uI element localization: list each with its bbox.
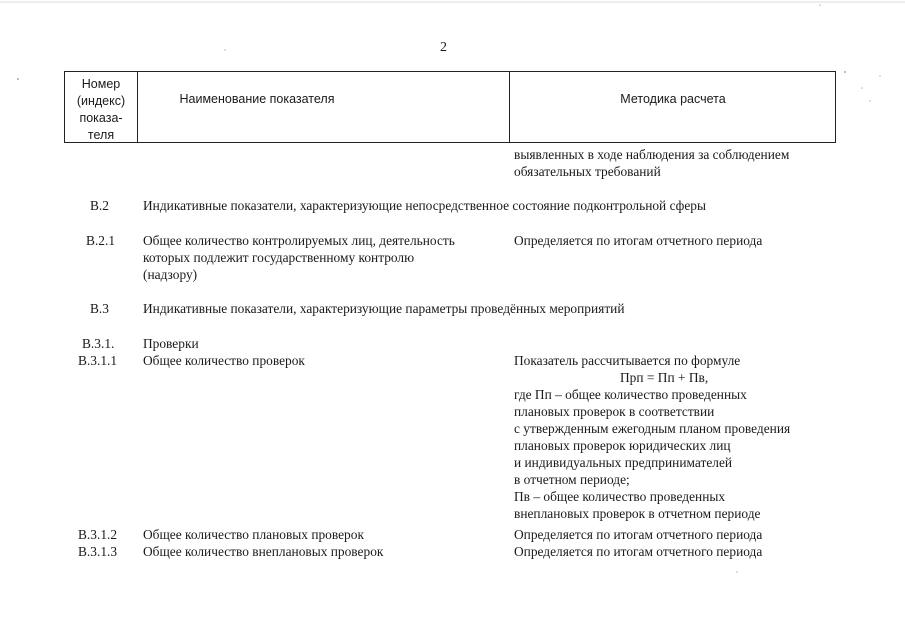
method-line: Пв – общее количество проведенных: [514, 489, 726, 504]
continuation-line: выявленных в ходе наблюдения за соблюдением: [514, 147, 790, 162]
row-method-b313: Определяется по итогам отчетного периода: [514, 544, 763, 559]
row-name-b312: Общее количество плановых проверок: [143, 527, 364, 542]
header-number-line: Номер: [81, 77, 121, 91]
row-index-b2: В.2: [90, 198, 109, 213]
row-index-b313: В.3.1.3: [78, 544, 118, 559]
header-name-column: Наименование показателя: [179, 92, 335, 106]
header-number-line: (индекс): [76, 94, 126, 108]
row-name-line: которых подлежит государственному контролю: [143, 250, 415, 265]
row-method-b312: Определяется по итогам отчетного периода: [514, 527, 763, 542]
row-name-b311: Общее количество проверок: [143, 353, 305, 368]
row-name-b31: Проверки: [143, 336, 199, 351]
row-name-line: (надзору): [143, 267, 198, 282]
row-name-b3: Индикативные показатели, характеризующие параметры проведённых мероприятий: [143, 301, 625, 316]
row-method-b21: Определяется по итогам отчетного периода: [514, 233, 763, 248]
row-index-b3: В.3: [90, 301, 109, 316]
method-line: плановых проверок юридических лиц: [514, 438, 731, 453]
header-number-line: показа-: [79, 111, 123, 125]
row-index-b311: В.3.1.1: [78, 353, 118, 368]
row-name-line: Общее количество контролируемых лиц, деятельность: [143, 233, 455, 248]
method-line: плановых проверок в соответствии: [514, 404, 715, 419]
row-name-b313: Общее количество внеплановых проверок: [143, 544, 384, 559]
method-line: в отчетном периоде;: [514, 472, 630, 487]
formula: Прп = Пп + Пв,: [620, 370, 709, 385]
method-line: и индивидуальных предпринимателей: [514, 455, 733, 470]
header-number-line: теля: [87, 128, 115, 142]
method-line: внеплановых проверок в отчетном периоде: [514, 506, 761, 521]
header-method-column: Методика расчета: [620, 92, 726, 106]
continuation-line: обязательных требований: [514, 164, 661, 179]
page-number: 2: [440, 40, 447, 55]
row-index-b31: В.3.1.: [82, 336, 115, 351]
method-line: где Пп – общее количество проведенных: [514, 387, 747, 402]
method-intro: Показатель рассчитывается по формуле: [514, 353, 741, 368]
row-index-b21: В.2.1: [86, 233, 116, 248]
row-index-b312: В.3.1.2: [78, 527, 118, 542]
row-name-b2: Индикативные показатели, характеризующие непосредственное состояние подконтрольной сферы: [143, 198, 706, 213]
method-line: с утвержденным ежегодным планом проведения: [514, 421, 791, 436]
